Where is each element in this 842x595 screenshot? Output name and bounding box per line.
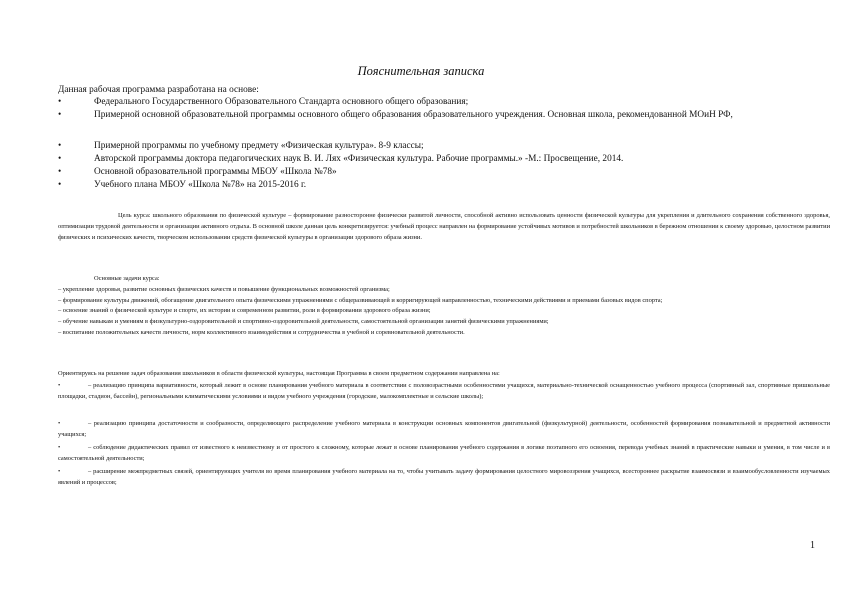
task-item: – формирование культуры движений, обогащение двигательного опыта физическими упражнениями с общеразвивающей и корригирующей направленностью, техническими действиями и приемами базовых видов спорта; bbox=[58, 296, 663, 304]
page-number: 1 bbox=[810, 540, 815, 551]
bullet-icon: • bbox=[58, 468, 61, 475]
goal-paragraph: Цель курса: школьного образования по физической культуре – формирование разносторонне физически развитой личности, способной активно использовать ценности физической культуры для укрепления и длительного сохранения собственного здоровья, оптимизации трудовой деятельности и организации активного отдыха. В основной школе данная цель конкретизируется: учебный процесс направлен на формирование устойчивых мотивов и потребностей школьников в бережном отношении к своему здоровью, целостном развитии физических и психических качеств, творческом использовании средств физической культуры в организации здорового образа жизни. bbox=[58, 212, 830, 241]
bullet-icon: • bbox=[58, 382, 61, 389]
task-item: – освоение знаний о физической культуре и спорте, их истории и современном развитии, роли в формировании здорового образа жизни; bbox=[58, 307, 431, 315]
principle-text: – реализацию принципа достаточности и сообразности, определяющего распределение учебного материала в конструкции основных компонентов двигательной (физкультурной) деятельности, особенностей формирования познавательной и предметной активности учащихся; bbox=[58, 420, 830, 438]
bullet-icon: • bbox=[58, 154, 62, 164]
bullet-icon: • bbox=[58, 97, 62, 107]
list-item-text: Примерной основной образовательной программы основного общего образования образовательного учреждения. Основная школа, рекомендованной МОиН РФ, bbox=[94, 110, 733, 120]
bullet-icon: • bbox=[58, 444, 61, 451]
list-item bbox=[58, 109, 830, 121]
task-item: – воспитание положительных качеств личности, норм коллективного взаимодействия и сотрудничества в учебной и соревновательной деятельности. bbox=[58, 328, 465, 336]
bullet-icon: • bbox=[58, 141, 62, 151]
tasks-block bbox=[58, 274, 830, 339]
list-item-text: Основной образовательной программы МБОУ «Школа №78» bbox=[94, 167, 337, 177]
list-item bbox=[58, 96, 830, 108]
document-title: Пояснительная записка bbox=[357, 64, 485, 78]
tasks-header: Основные задачи курса: bbox=[94, 275, 160, 282]
list-item bbox=[58, 153, 830, 165]
bullet-icon: • bbox=[58, 180, 62, 190]
principle-item bbox=[58, 419, 830, 441]
principle-item bbox=[58, 381, 830, 403]
list-item bbox=[58, 140, 830, 152]
principle-text: – соблюдение дидактических правил от известного к неизвестному и от простого к сложному, которые лежат в основе планирования учебного содержания в логике поэтапного его освоения, перевода учебных знаний в практические навыки и умения, в том числе и в самостоятельной деятельности; bbox=[58, 444, 830, 462]
principle-item bbox=[58, 443, 830, 465]
list-item bbox=[58, 166, 830, 178]
orient-paragraph: Ориентируясь на решение задач образования школьников в области физической культуры, настоящая Программа в своем предметном содержании направлена на: bbox=[58, 370, 500, 377]
principle-text: – расширение межпредметных связей, ориентирующих учителя во время планирования учебного материала на то, чтобы учитывать задачу формирования целостного мировоззрения учащихся, всестороннее раскрытие взаимосвязи и взаимообусловленности изучаемых явлений и процессов; bbox=[58, 468, 830, 486]
list-item-text: Федерального Государственного Образовательного Стандарта основного общего образования; bbox=[94, 97, 469, 107]
bullet-icon: • bbox=[58, 420, 61, 427]
principle-item bbox=[58, 467, 830, 489]
intro-line: Данная рабочая программа разработана на основе: bbox=[58, 85, 259, 95]
list-item-text: Авторской программы доктора педагогических наук В. И. Лях «Физическая культура. Рабочие программы.» -М.: Просвещение, 2014. bbox=[94, 154, 624, 164]
list-item-text: Примерной программы по учебному предмету «Физическая культура». 8-9 классы; bbox=[94, 141, 424, 151]
task-item: – обучение навыкам и умениям в физкультурно-оздоровительной и спортивно-оздоровительной деятельности, самостоятельной организации занятий физическими упражнениями; bbox=[58, 318, 549, 326]
principle-text: – реализацию принципа вариативности, который лежит в основе планирования учебного материала в соответствии с половозрастными особенностями учащихся, материально-технической оснащенностью учебного процесса (спортивный зал, спортивные пришкольные площадки, стадион, бассейн), региональными климатическими условиями и видом учебного учреждения (городские, малокомплектные и сельские школы); bbox=[58, 382, 830, 400]
list-item-text: Учебного плана МБОУ «Школа №78» на 2015-2016 г. bbox=[94, 180, 307, 190]
task-item: – укрепление здоровья, развитие основных физических качеств и повышение функциональных возможностей организма; bbox=[58, 285, 390, 293]
bullet-icon: • bbox=[58, 110, 62, 120]
list-item bbox=[58, 179, 830, 191]
bullet-icon: • bbox=[58, 167, 62, 177]
